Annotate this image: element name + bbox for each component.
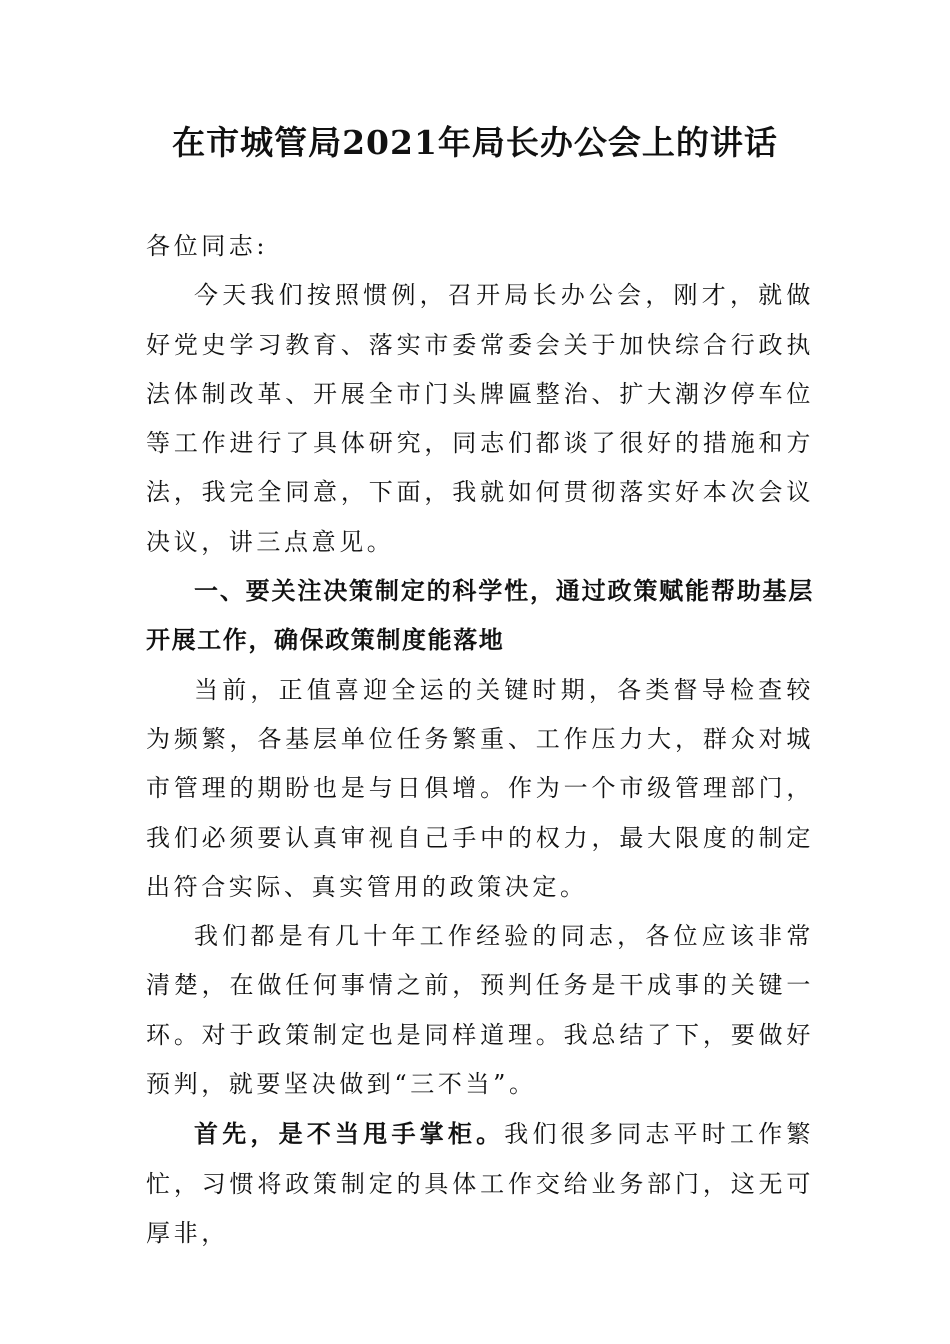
paragraph-intro: 今天我们按照惯例，召开局长办公会，刚才，就做好党史学习教育、落实市委常委会关于加快综合行政执法体制改革、开展全市门头牌匾整治、扩大潮汐停车位等工作进行了具体研究，同志们都谈了很好的措施和方法，我完全同意，下面，我就如何贯彻落实好本次会议决议，讲三点意见。 [146, 281, 814, 556]
document-title: 在市城管局2021年局长办公会上的讲话 [172, 123, 778, 162]
paragraph-section-1-2: 我们都是有几十年工作经验的同志，各位应该非常清楚，在做任何事情之前，预判任务是干成事的关键一环。对于政策制定也是同样道理。我总结了下，要做好预判，就要坚决做到“三不当”。 [146, 922, 814, 1099]
paragraph-continuation: 我们很多同志平时工作繁忙，习惯将政策制定的具体工作交给业务部门，这无可厚非， [146, 1120, 814, 1247]
paragraph-section-1-1: 当前，正值喜迎全运的关键时期，各类督导检查较为频繁，各基层单位任务繁重、工作压力大，群众对城市管理的期盼也是与日俱增。作为一个市级管理部门，我们必须要认真审视自己手中的权力，最大限度的制定出符合实际、真实管用的政策决定。 [146, 675, 814, 901]
salutation: 各位同志: [146, 232, 269, 260]
paragraph-section-1-3 [146, 1109, 814, 1258]
document-body [146, 222, 814, 1258]
paragraph-lead-phrase: 首先，是不当甩手掌柜。 [194, 1119, 505, 1149]
section-heading-1: 一、要关注决策制定的科学性，通过政策赋能帮助基层开展工作，确保政策制度能落地 [146, 577, 814, 655]
